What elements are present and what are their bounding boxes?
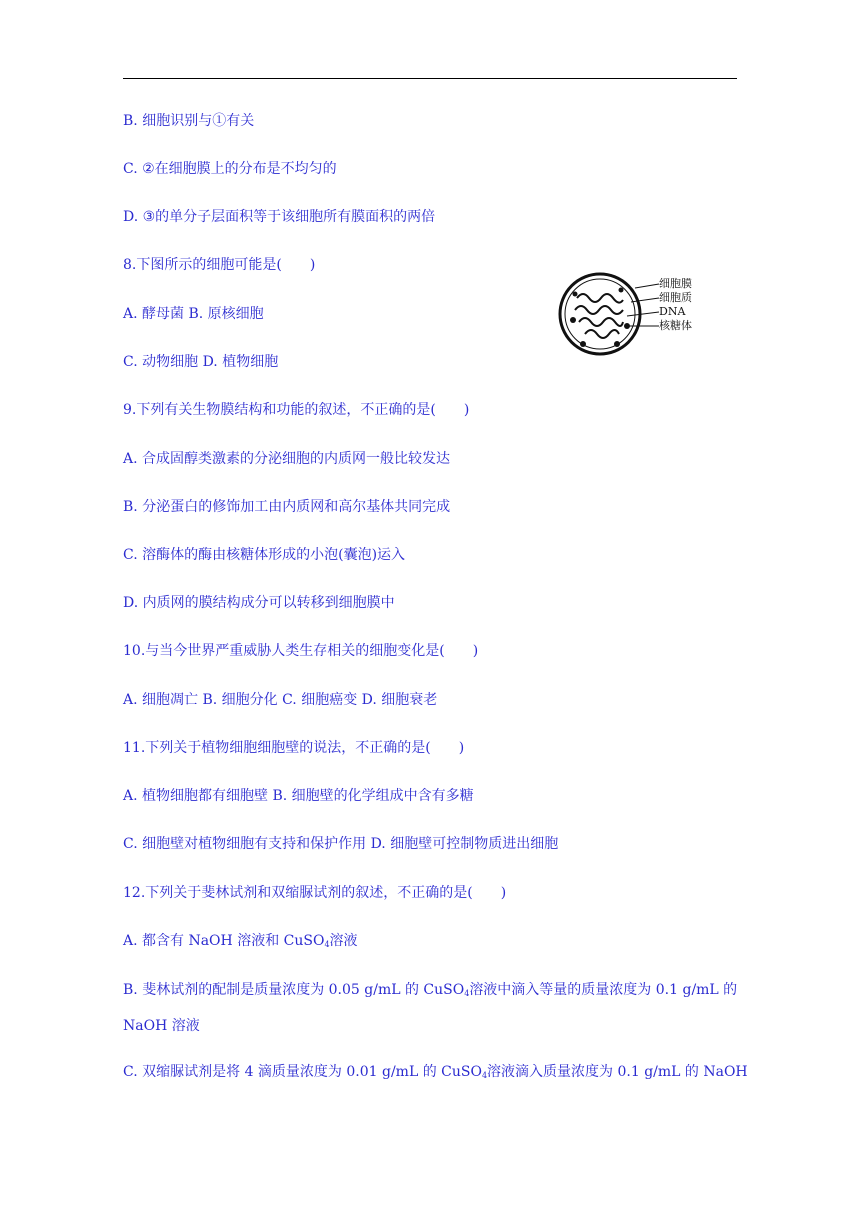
- label-cell-membrane: 细胞膜: [659, 277, 692, 290]
- label-cytoplasm: 细胞质: [659, 291, 692, 304]
- question-9: 9.下列有关生物膜结构和功能的叙述，不正确的是( ): [123, 402, 470, 418]
- option-9a: A. 合成固醇类激素的分泌细胞的内质网一般比较发达: [123, 451, 451, 467]
- question-11: 11.下列关于植物细胞细胞壁的说法，不正确的是( ): [123, 740, 465, 756]
- question-8: 8.下图所示的细胞可能是( ): [123, 257, 316, 273]
- option-9d: D. 内质网的膜结构成分可以转移到细胞膜中: [123, 595, 395, 611]
- option-10: A. 细胞凋亡 B. 细胞分化 C. 细胞癌变 D. 细胞衰老: [123, 692, 438, 708]
- option-7c: C. ②在细胞膜上的分布是不均匀的: [123, 161, 337, 177]
- cell-diagram: [555, 268, 705, 358]
- header-rule: [123, 78, 737, 79]
- option-7d: D. ③的单分子层面积等于该细胞所有膜面积的两倍: [123, 209, 436, 225]
- cell-drawing: [555, 268, 665, 358]
- option-12a: A. 都含有 NaOH 溶液和 CuSO$_4$溶液: [123, 933, 358, 949]
- option-9c: C. 溶酶体的酶由核糖体形成的小泡(囊泡)运入: [123, 547, 406, 563]
- label-dna: DNA: [659, 305, 686, 318]
- option-8ab: A. 酵母菌 B. 原核细胞: [123, 306, 264, 322]
- option-12c: C. 双缩脲试剂是将 4 滴质量浓度为 0.01 g/mL 的 CuSO$_4$溶液滴入质量浓度为 0.1 g/mL 的 NaOH: [123, 1064, 748, 1080]
- option-9b: B. 分泌蛋白的修饰加工由内质网和高尔基体共同完成: [123, 499, 451, 515]
- option-12b: B. 斐林试剂的配制是质量浓度为 0.05 g/mL 的 CuSO$_4$溶液中滴入等量的质量浓度为 0.1 g/mL 的 NaOH 溶液: [123, 982, 738, 1034]
- question-10: 10.与当今世界严重威胁人类生存相关的细胞变化是( ): [123, 643, 479, 659]
- question-12: 12.下列关于斐林试剂和双缩脲试剂的叙述，不正确的是( ): [123, 885, 507, 901]
- label-ribosome: 核糖体: [659, 319, 692, 332]
- option-8cd: C. 动物细胞 D. 植物细胞: [123, 354, 279, 370]
- option-11ab: A. 植物细胞都有细胞壁 B. 细胞壁的化学组成中含有多糖: [123, 788, 474, 804]
- option-7b: B. 细胞识别与①有关: [123, 113, 255, 129]
- option-11cd: C. 细胞壁对植物细胞有支持和保护作用 D. 细胞壁可控制物质进出细胞: [123, 836, 559, 852]
